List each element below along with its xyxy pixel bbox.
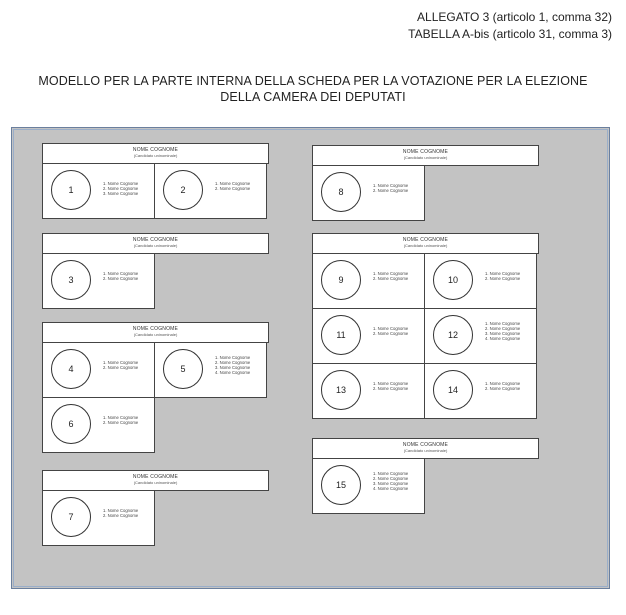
list-symbol-circle <box>163 170 203 210</box>
list-candidates <box>485 271 537 281</box>
list-candidate-name: 2. Nome Cognome <box>373 188 409 193</box>
list-number: 11 <box>336 330 346 340</box>
list-number: 6 <box>68 419 74 429</box>
list-cell <box>312 253 425 309</box>
list-cell <box>424 308 537 364</box>
list-candidate-name: 1. Nome Cognome <box>373 271 409 276</box>
list-symbol-circle <box>321 370 361 410</box>
list-candidate-name: 2. Nome Cognome <box>103 420 139 425</box>
list-candidates <box>373 183 425 193</box>
list-symbol-circle <box>321 172 361 212</box>
list-cell <box>312 165 425 221</box>
list-cell <box>154 342 267 398</box>
list-symbol-circle <box>321 315 361 355</box>
list-symbol-circle <box>433 315 473 355</box>
attachment-reference: ALLEGATO 3 (articolo 1, comma 32) <box>417 10 612 24</box>
candidate-name: NOME COGNOME <box>402 442 449 448</box>
candidate-subtitle: (Candidato uninominale) <box>403 243 448 248</box>
list-candidates <box>373 271 425 281</box>
list-candidate-name: 4. Nome Cognome <box>215 370 251 375</box>
candidate-name: NOME COGNOME <box>402 149 449 155</box>
list-candidate-name: 1. Nome Cognome <box>485 381 521 386</box>
list-candidate-name: 2. Nome Cognome <box>215 360 251 365</box>
list-symbol-circle <box>321 465 361 505</box>
candidate-subtitle: (Candidato uninominale) <box>133 153 178 158</box>
list-symbol-circle <box>433 370 473 410</box>
list-candidate-name: 1. Nome Cognome <box>373 471 409 476</box>
list-cell <box>154 163 267 219</box>
candidate-header <box>42 233 269 254</box>
list-candidate-name: 1. Nome Cognome <box>373 381 409 386</box>
list-candidates <box>485 381 537 391</box>
list-candidate-name: 1. Nome Cognome <box>215 181 251 186</box>
list-candidate-name: 4. Nome Cognome <box>373 486 409 491</box>
document-title-line-2: DELLA CAMERA DEI DEPUTATI <box>220 90 406 104</box>
list-cell <box>312 363 425 419</box>
candidate-name: NOME COGNOME <box>402 237 449 243</box>
list-number: 8 <box>338 187 344 197</box>
candidate-header <box>312 233 539 254</box>
ballot-sheet <box>11 127 610 589</box>
list-candidate-name: 2. Nome Cognome <box>215 186 251 191</box>
list-number: 3 <box>68 275 74 285</box>
list-cell <box>42 163 155 219</box>
list-candidates <box>215 181 267 191</box>
list-candidates <box>103 271 155 281</box>
list-candidate-name: 2. Nome Cognome <box>373 476 409 481</box>
list-candidate-name: 3. Nome Cognome <box>215 365 251 370</box>
list-candidate-name: 4. Nome Cognome <box>485 336 521 341</box>
list-candidate-name: 2. Nome Cognome <box>485 386 521 391</box>
list-cell <box>42 342 155 398</box>
list-candidate-name: 2. Nome Cognome <box>485 276 521 281</box>
list-number: 5 <box>180 364 186 374</box>
list-cell <box>312 308 425 364</box>
list-candidate-name: 2. Nome Cognome <box>485 326 521 331</box>
list-symbol-circle <box>51 404 91 444</box>
list-candidates <box>485 321 537 341</box>
list-symbol-circle <box>163 349 203 389</box>
candidate-name: NOME COGNOME <box>132 474 179 480</box>
candidate-name: NOME COGNOME <box>132 237 179 243</box>
list-cell <box>424 363 537 419</box>
list-number: 4 <box>68 364 74 374</box>
list-candidate-name: 1. Nome Cognome <box>485 271 521 276</box>
list-symbol-circle <box>51 349 91 389</box>
candidate-subtitle: (Candidato uninominale) <box>133 480 178 485</box>
candidate-header <box>312 145 539 166</box>
list-candidate-name: 2. Nome Cognome <box>373 386 409 391</box>
list-candidate-name: 2. Nome Cognome <box>103 186 139 191</box>
list-candidates <box>373 326 425 336</box>
candidate-name: NOME COGNOME <box>132 326 179 332</box>
list-candidate-name: 3. Nome Cognome <box>373 481 409 486</box>
list-number: 7 <box>68 512 74 522</box>
list-candidate-name: 2. Nome Cognome <box>103 513 139 518</box>
list-symbol-circle <box>321 260 361 300</box>
list-cell <box>424 253 537 309</box>
list-candidate-name: 1. Nome Cognome <box>215 355 251 360</box>
candidate-header <box>42 322 269 343</box>
table-reference: TABELLA A-bis (articolo 31, comma 3) <box>408 27 612 41</box>
candidate-subtitle: (Candidato uninominale) <box>403 448 448 453</box>
list-cell <box>42 490 155 546</box>
list-number: 13 <box>335 385 346 395</box>
list-candidate-name: 1. Nome Cognome <box>103 360 139 365</box>
list-number: 10 <box>447 275 458 285</box>
list-candidate-name: 1. Nome Cognome <box>373 326 409 331</box>
candidate-name: NOME COGNOME <box>132 147 179 153</box>
list-symbol-circle <box>51 260 91 300</box>
candidate-subtitle: (Candidato uninominale) <box>133 243 178 248</box>
list-candidates <box>215 355 267 375</box>
candidate-header <box>42 470 269 491</box>
list-candidate-name: 1. Nome Cognome <box>485 321 521 326</box>
list-number: 1 <box>68 185 74 195</box>
list-candidates <box>373 381 425 391</box>
list-candidates <box>103 415 155 425</box>
list-candidates <box>373 471 425 491</box>
list-number: 14 <box>447 385 458 395</box>
candidate-header <box>312 438 539 459</box>
list-cell <box>312 458 425 514</box>
list-candidate-name: 3. Nome Cognome <box>103 191 139 196</box>
list-symbol-circle <box>51 497 91 537</box>
list-candidates <box>103 181 155 196</box>
list-candidate-name: 2. Nome Cognome <box>103 365 139 370</box>
list-candidate-name: 3. Nome Cognome <box>485 331 521 336</box>
list-cell <box>42 253 155 309</box>
candidate-subtitle: (Candidato uninominale) <box>133 332 178 337</box>
list-candidate-name: 2. Nome Cognome <box>373 276 409 281</box>
list-symbol-circle <box>433 260 473 300</box>
candidate-header <box>42 143 269 164</box>
list-candidate-name: 1. Nome Cognome <box>103 415 139 420</box>
list-number: 12 <box>447 330 458 340</box>
list-symbol-circle <box>51 170 91 210</box>
list-candidate-name: 2. Nome Cognome <box>103 276 139 281</box>
document-title-line-1: MODELLO PER LA PARTE INTERNA DELLA SCHEDA PER LA VOTAZIONE PER LA ELEZIONE <box>38 74 588 88</box>
list-candidate-name: 1. Nome Cognome <box>103 181 139 186</box>
list-cell <box>42 397 155 453</box>
candidate-subtitle: (Candidato uninominale) <box>403 155 448 160</box>
list-candidate-name: 2. Nome Cognome <box>373 331 409 336</box>
list-candidates <box>103 508 155 518</box>
list-candidate-name: 1. Nome Cognome <box>103 508 139 513</box>
list-candidate-name: 1. Nome Cognome <box>103 271 139 276</box>
list-number: 2 <box>180 185 186 195</box>
list-number: 9 <box>338 275 344 285</box>
list-candidates <box>103 360 155 370</box>
list-candidate-name: 1. Nome Cognome <box>373 183 409 188</box>
list-number: 15 <box>335 480 346 490</box>
